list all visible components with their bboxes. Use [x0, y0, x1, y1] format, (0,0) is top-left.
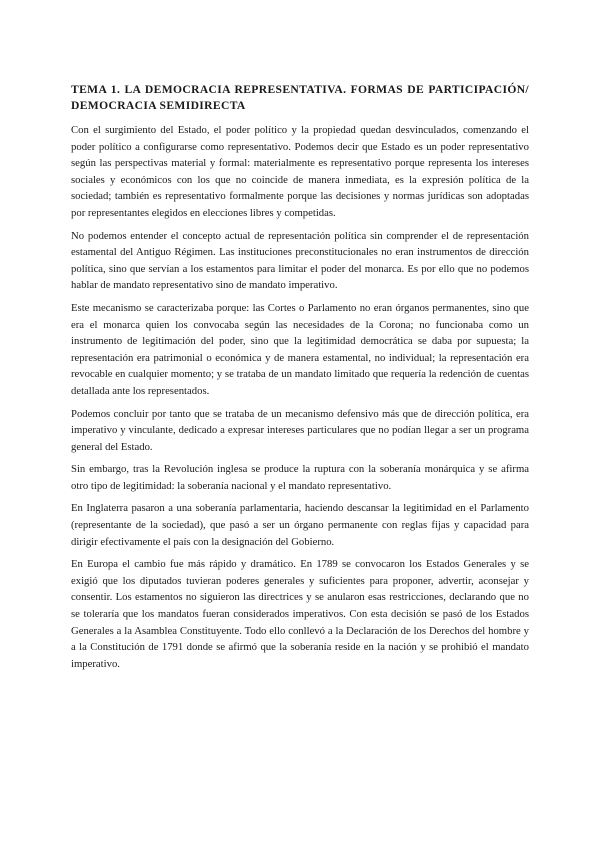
paragraph-representacion-estamental: No podemos entender el concepto actual de representación política sin comprender el de representación estamental del Antiguo Régimen. Las instituciones preconstitucionales no eran instrumentos de dirección política, sino que servían a los estamentos para limitar el poder del monarca. Es por ello que no podemos hablar de mandato representativo sino de mandato imperativo.	[71, 229, 529, 292]
paragraph-mecanismo: Este mecanismo se caracterizaba porque: las Cortes o Parlamento no eran órganos permanentes, sino que era el monarca quien los convocaba según las necesidades de la Corona; no funcionaba como un instrumento de legitimación del poder, sino que la legitimidad democrática se daba por supuesta; la representación era patrimonial o económica y de manera estamental, no individual; la representación era revocable en cualquier momento; y se trataba de un mandato limitado que requería la redención de cuentas detallada ante los representados.	[71, 301, 529, 397]
paragraph-surgimiento-estado: Con el surgimiento del Estado, el poder político y la propiedad quedan desvinculados, comenzando el poder político a configurarse como representativo. Podemos decir que Estado es un poder representativo según las perspectivas material y formal: materialmente es representativo porque representa los intereses sociales y económicos con los que no coincide de manera inmediata, es la expresión política de la sociedad; también es representativo formalmente porque las decisiones y normas jurídicas son adoptadas por representantes elegidos en elecciones libres y competidas.	[71, 124, 529, 219]
paragraph-revolucion-inglesa: Sin embargo, tras la Revolución inglesa se produce la ruptura con la soberanía monárquica y se afirma otro tipo de legitimidad: la soberanía nacional y el mandato representativo.	[71, 463, 529, 492]
paragraph-europa: En Europa el cambio fue más rápido y dramático. En 1789 se convocaron los Estados Generales y se exigió que los diputados tuvieran poderes generales y suficientes para proponer, advertir, aconsejar y consentir. Los estamentos no siguieron las directrices y se anularon esas restricciones, declarando que no se toleraría que los mandatos fueran considerados imperativos. Con esta decisión se pasó de los Estados Generales a la Asamblea Constituyente. Todo ello conllevó a la Declaración de los Derechos del hombre y a la Constitución de 1791 donde se afirmó que la soberanía reside en la nación y se prohibió el mandato imperativo.	[71, 558, 529, 670]
paragraph-inglaterra: En Inglaterra pasaron a una soberanía parlamentaria, haciendo descansar la legitimidad en el Parlamento (representante de la sociedad), que pasó a ser un órgano permanente con reglas fijas y capacidad para dirigir efectivamente el país con la designación del Gobierno.	[71, 502, 529, 548]
paragraph-conclusion: Podemos concluir por tanto que se trataba de un mecanismo defensivo más que de dirección política, era imperativo y vinculante, dedicado a expresar intereses particulares que no podían llegar a ser un programa general del Estado.	[71, 407, 529, 453]
document-title: TEMA 1. LA DEMOCRACIA REPRESENTATIVA. FORMAS DE PARTICIPACIÓN/ DEMOCRACIA SEMIDIRECTA	[71, 83, 529, 112]
